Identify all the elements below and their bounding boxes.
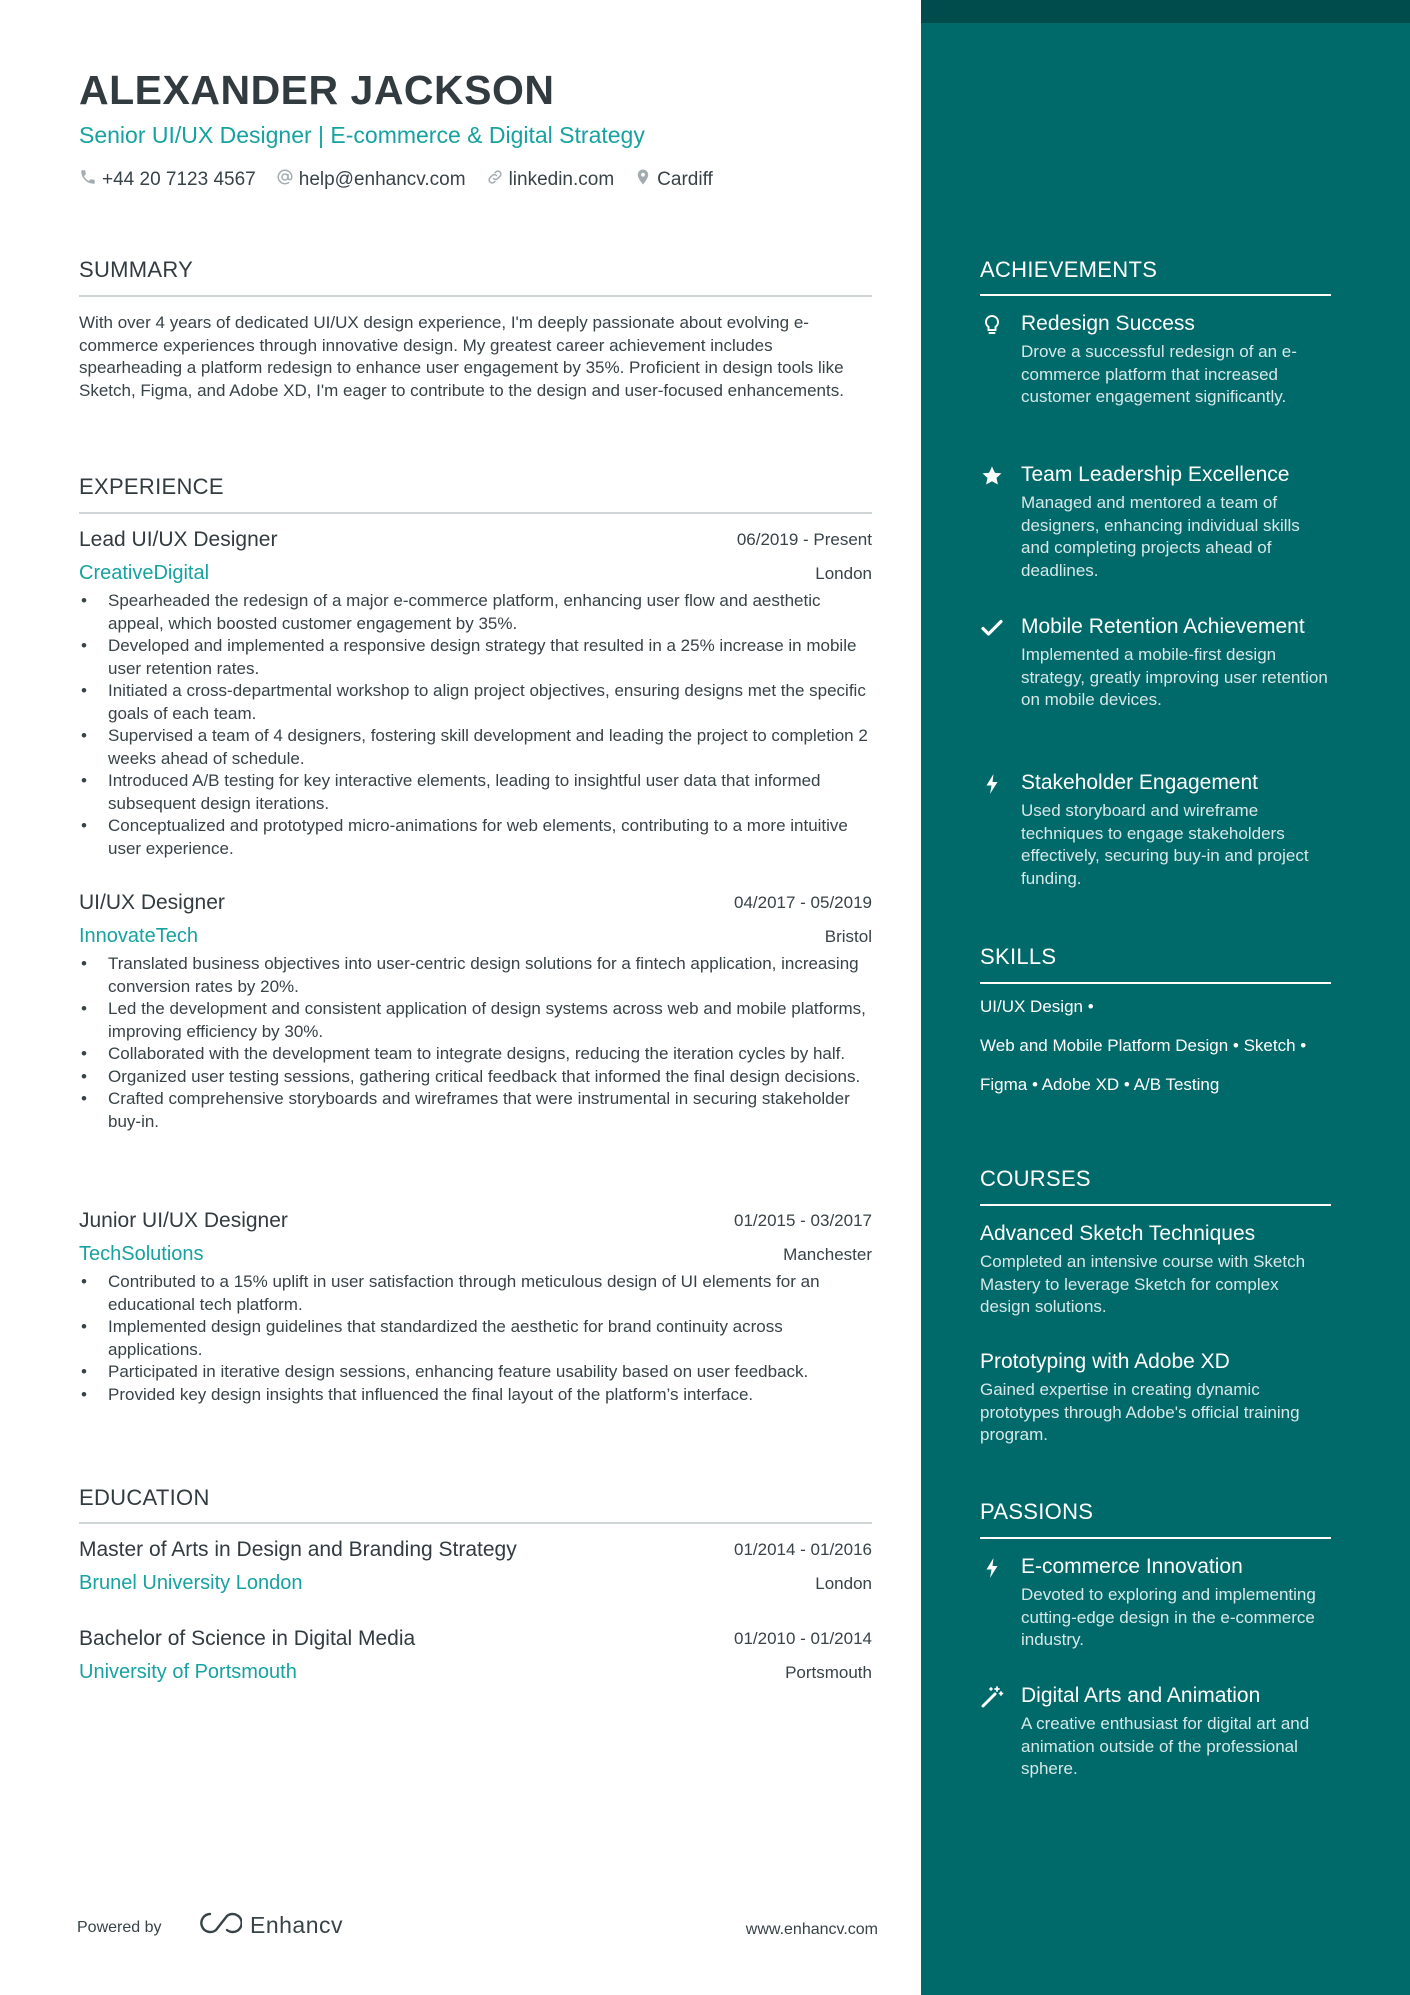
- main-column: [79, 0, 872, 1995]
- courses-divider: [980, 1204, 1331, 1206]
- enhancv-logo[interactable]: [196, 1910, 343, 1941]
- candidate-title: Senior UI/UX Designer | E-commerce & Digital Strategy: [79, 122, 645, 148]
- lightbulb-icon: [980, 313, 1004, 337]
- education-degree: Master of Arts in Design and Branding Strategy: [79, 1538, 517, 1561]
- sidebar: [921, 0, 1410, 1995]
- job-company: TechSolutions: [79, 1243, 204, 1265]
- job-bullet: • Spearheaded the redesign of a major e-commerce platform, enhancing user flow and aesthetic appeal, which boosted customer engagement by 35%.: [108, 590, 872, 635]
- footer-powered-by: Powered by: [77, 1919, 162, 1936]
- summary-text: With over 4 years of dedicated UI/UX design experience, I'm deeply passionate about evolving e-commerce experiences through innovative design. My greatest career achievement includes spearheading a platform redesign to enhance user engagement by 35%. Proficient in design tools like Sketch, Figma, and Adobe XD, I'm eager to contribute to the design and user-focused enhancements.: [79, 313, 844, 400]
- phone-icon: [79, 168, 97, 192]
- achievement-desc: Used storyboard and wireframe techniques to engage stakeholders effectively, securing buy-in and project funding.: [1021, 801, 1309, 888]
- skills-heading: SKILLS: [980, 944, 1057, 969]
- contact-email[interactable]: [276, 168, 466, 192]
- sidebar-top-band: [921, 0, 1410, 23]
- passion-item: [980, 1553, 1331, 1652]
- passion-desc: A creative enthusiast for digital art and animation outside of the professional sphere.: [1021, 1714, 1310, 1778]
- passions-heading: PASSIONS: [980, 1499, 1094, 1524]
- education-school: University of Portsmouth: [79, 1661, 297, 1683]
- achievement-desc: Implemented a mobile-first design strategy, greatly improving user retention on mobile devices.: [1021, 645, 1328, 709]
- courses-heading: COURSES: [980, 1166, 1091, 1191]
- achievement-title: Stakeholder Engagement: [1021, 771, 1258, 794]
- job-dates: 06/2019 - Present: [736, 530, 872, 549]
- summary-heading: SUMMARY: [79, 257, 194, 282]
- job-bullets: [79, 953, 872, 1133]
- at-icon: [276, 168, 294, 192]
- job-bullets: [79, 1271, 872, 1406]
- job-bullets: [79, 590, 872, 860]
- skill-line: UI/UX Design •: [980, 997, 1094, 1016]
- enhancv-logo-text: Enhancv: [250, 1912, 344, 1938]
- education-school: Brunel University London: [79, 1572, 303, 1594]
- candidate-name: ALEXANDER JACKSON: [79, 67, 555, 113]
- job-bullet: • Participated in iterative design sessions, enhancing feature usability based on user feedback.: [108, 1361, 872, 1384]
- contact-phone[interactable]: [79, 168, 256, 192]
- link-icon: [486, 168, 504, 192]
- achievement-item: [980, 769, 1331, 890]
- job-location: Bristol: [824, 927, 872, 946]
- job-bullet: • Translated business objectives into user-centric design solutions for a fintech application, increasing conversion rates by 20%.: [108, 953, 872, 998]
- contact-email-text: help@enhancv.com: [298, 169, 466, 190]
- lightning-icon: [980, 772, 1004, 796]
- achievements-divider: [980, 294, 1331, 296]
- course-item: [980, 1348, 1331, 1447]
- magic-wand-icon: [980, 1685, 1004, 1709]
- achievement-desc: Drove a successful redesign of an e-commerce platform that increased customer engagement significantly.: [1021, 342, 1297, 406]
- course-desc: Completed an intensive course with Sketch Mastery to leverage Sketch for complex design solutions.: [980, 1252, 1306, 1316]
- skills-list: [980, 997, 1360, 1114]
- job-role: UI/UX Designer: [79, 891, 225, 914]
- experience-entry: [79, 1209, 872, 1406]
- skill-line: Web and Mobile Platform Design • Sketch •: [980, 1036, 1307, 1055]
- job-bullet: • Provided key design insights that influenced the final layout of the platform’s interface.: [108, 1384, 872, 1407]
- checkmark-icon: [980, 616, 1004, 640]
- passion-item: [980, 1682, 1331, 1781]
- course-desc: Gained expertise in creating dynamic prototypes through Adobe's official training program.: [980, 1380, 1300, 1444]
- star-icon: [980, 464, 1004, 488]
- education-divider: [79, 1522, 872, 1524]
- achievements-heading: ACHIEVEMENTS: [980, 257, 1158, 282]
- education-degree: Bachelor of Science in Digital Media: [79, 1627, 416, 1650]
- passion-title: E-commerce Innovation: [1021, 1555, 1243, 1578]
- education-dates: 01/2014 - 01/2016: [733, 1540, 872, 1559]
- contact-location: [634, 168, 713, 192]
- achievement-item: [980, 461, 1331, 582]
- achievement-desc: Managed and mentored a team of designers, enhancing individual skills and completing projects ahead of deadlines.: [1021, 493, 1300, 580]
- job-bullet: • Conceptualized and prototyped micro-animations for web elements, contributing to a more intuitive user experience.: [108, 815, 872, 860]
- experience-entry: [79, 891, 872, 1133]
- education-dates: 01/2010 - 01/2014: [733, 1629, 872, 1648]
- job-bullet: • Led the development and consistent application of design systems across web and mobile platforms, improving efficiency by 30%.: [108, 998, 872, 1043]
- achievement-item: [980, 613, 1331, 712]
- course-title: Prototyping with Adobe XD: [980, 1350, 1230, 1373]
- contact-location-text: Cardiff: [657, 169, 713, 190]
- achievement-title: Mobile Retention Achievement: [1021, 615, 1305, 638]
- contact-phone-text: +44 20 7123 4567: [102, 169, 256, 190]
- education-location: London: [815, 1574, 872, 1593]
- enhancv-logo-icon: [196, 1910, 242, 1941]
- job-location: Manchester: [783, 1245, 872, 1264]
- education-entry: [79, 1627, 872, 1689]
- contact-link[interactable]: [486, 168, 615, 192]
- achievement-title: Team Leadership Excellence: [1021, 463, 1290, 486]
- education-entry: [79, 1538, 872, 1600]
- passion-desc: Devoted to exploring and implementing cutting-edge design in the e-commerce industry.: [1021, 1585, 1316, 1649]
- job-company: CreativeDigital: [79, 562, 210, 584]
- job-dates: 01/2015 - 03/2017: [733, 1211, 872, 1230]
- achievement-item: [980, 310, 1331, 409]
- job-bullet: • Contributed to a 15% uplift in user satisfaction through meticulous design of UI elements for an educational tech platform.: [108, 1271, 872, 1316]
- lightning-icon: [980, 1556, 1004, 1580]
- job-bullet: • Introduced A/B testing for key interactive elements, leading to insightful user data that informed subsequent design iterations.: [108, 770, 872, 815]
- passions-divider: [980, 1537, 1331, 1539]
- skills-divider: [980, 982, 1331, 984]
- job-bullet: • Collaborated with the development team to integrate designs, reducing the iteration cycles by half.: [108, 1043, 872, 1066]
- job-location: London: [815, 564, 872, 583]
- achievement-title: Redesign Success: [1021, 312, 1195, 335]
- job-bullet: • Supervised a team of 4 designers, fostering skill development and leading the project to completion 2 weeks ahead of schedule.: [108, 725, 872, 770]
- job-company: InnovateTech: [79, 925, 198, 947]
- skill-line: Figma • Adobe XD • A/B Testing: [980, 1075, 1220, 1094]
- contact-link-text: linkedin.com: [508, 169, 615, 190]
- location-pin-icon: [634, 168, 652, 192]
- experience-heading: EXPERIENCE: [79, 474, 224, 499]
- experience-entry: [79, 528, 872, 860]
- job-dates: 04/2017 - 05/2019: [733, 893, 872, 912]
- course-title: Advanced Sketch Techniques: [980, 1222, 1256, 1245]
- job-role: Junior UI/UX Designer: [79, 1209, 288, 1232]
- education-location: Portsmouth: [785, 1663, 872, 1682]
- contact-bar: [79, 168, 713, 192]
- experience-divider: [79, 512, 872, 514]
- passion-title: Digital Arts and Animation: [1021, 1684, 1261, 1707]
- education-heading: EDUCATION: [79, 1485, 210, 1510]
- job-bullet: • Initiated a cross-departmental workshop to align project objectives, ensuring designs met the specific goals of each team.: [108, 680, 872, 725]
- job-bullet: • Crafted comprehensive storyboards and wireframes that were instrumental in securing stakeholder buy-in.: [108, 1088, 872, 1133]
- summary-divider: [79, 295, 872, 297]
- job-bullet: • Organized user testing sessions, gathering critical feedback that informed the final design decisions.: [108, 1066, 872, 1089]
- job-bullet: • Implemented design guidelines that standardized the aesthetic for brand continuity across applications.: [108, 1316, 872, 1361]
- course-item: [980, 1220, 1331, 1319]
- footer-url[interactable]: www.enhancv.com: [745, 1921, 878, 1938]
- job-bullet: • Developed and implemented a responsive design strategy that resulted in a 25% increase in mobile user retention rates.: [108, 635, 872, 680]
- job-role: Lead UI/UX Designer: [79, 528, 278, 551]
